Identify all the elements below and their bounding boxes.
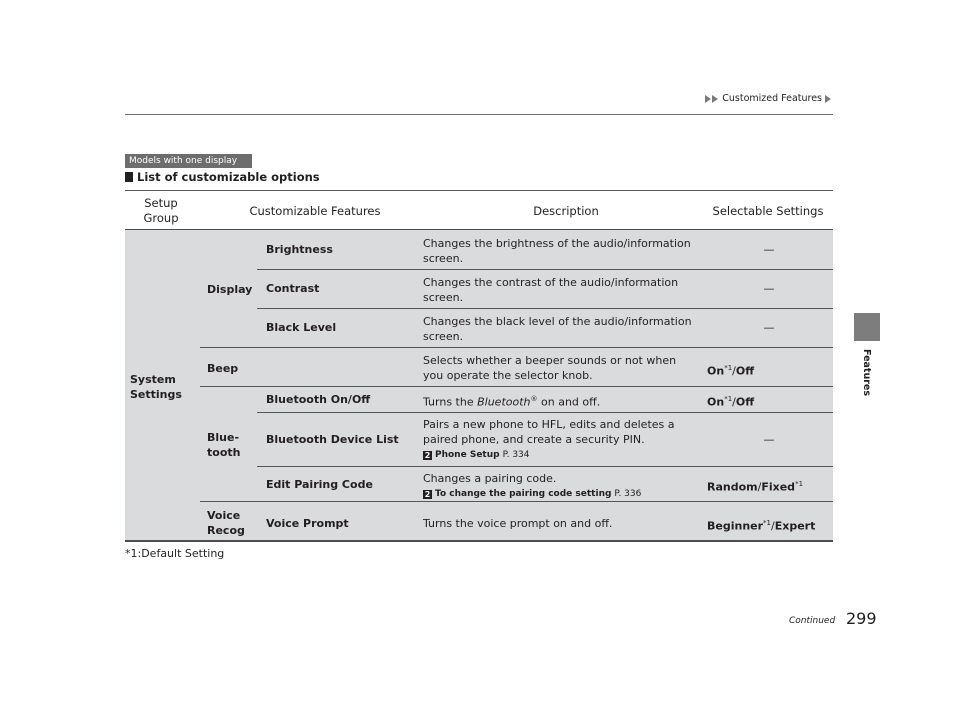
footnote: *1:Default Setting: [125, 547, 225, 560]
chapter-label: Features: [861, 348, 873, 396]
model-badge: Models with one display: [125, 154, 252, 168]
desc-voice-prompt: Turns the voice prompt on and off.: [423, 517, 613, 530]
desc-bluetooth-device-list: Pairs a new phone to HFL, edits and deletes a paired phone, and create a security PIN. 2 Phone Setup P. 334: [423, 417, 675, 463]
breadcrumb-label: Customized Features: [722, 93, 822, 104]
header-setup-group: Setup Group: [143, 196, 179, 225]
feature-brightness: Brightness: [266, 243, 333, 256]
setting-beep: On$^{*1}$/Off: [707, 364, 755, 378]
setting-bluetooth-on-off: On$^{*1}$/Off: [707, 395, 755, 409]
options-table: [125, 229, 833, 542]
setting-bluetooth-device-list: —: [763, 433, 775, 446]
feature-bluetooth-device-list: Bluetooth Device List: [266, 433, 399, 446]
feature-contrast: Contrast: [266, 282, 320, 295]
header-rule: [125, 190, 833, 191]
desc-brightness: Changes the brightness of the audio/information screen.: [423, 237, 691, 265]
desc-beep: Selects whether a beeper sounds or not when you operate the selector knob.: [423, 354, 677, 382]
desc-edit-pairing-code: Changes a pairing code. 2 To change the pairing code setting P. 336: [423, 471, 641, 502]
chapter-tab: [854, 313, 880, 341]
setting-black-level: —: [763, 321, 775, 334]
square-bullet-icon: [125, 172, 133, 182]
cross-reference[interactable]: 2 To change the pairing code setting P. 336: [424, 489, 642, 499]
breadcrumb: [705, 93, 832, 104]
triangle-icon: [825, 95, 831, 103]
desc-contrast: Changes the contrast of the audio/information screen.: [423, 276, 679, 304]
cross-reference[interactable]: 2 Phone Setup P. 334: [424, 450, 530, 460]
header-description: Description: [533, 204, 599, 218]
triangle-icon: [712, 95, 718, 103]
subgroup-display: Display: [207, 283, 253, 296]
continued-label: Continued: [789, 616, 836, 626]
feature-voice-prompt: Voice Prompt: [266, 517, 349, 530]
reference-arrow-icon: 2: [424, 490, 431, 499]
setting-edit-pairing-code: Random/Fixed$^{*1}$: [707, 480, 804, 494]
row-divider: [257, 269, 833, 270]
header-selectable-settings: Selectable Settings: [712, 204, 824, 218]
triangle-icon: [705, 95, 711, 103]
setting-contrast: —: [763, 282, 775, 295]
desc-black-level: Changes the black level of the audio/information screen.: [423, 315, 692, 343]
page-number: 299: [846, 609, 877, 628]
subgroup-bluetooth: Blue- tooth: [207, 431, 241, 459]
header-divider: [125, 114, 833, 115]
row-divider: [257, 412, 833, 413]
feature-edit-pairing-code: Edit Pairing Code: [266, 478, 373, 491]
desc-bluetooth-on-off: Turns the Bluetooth® on and off.: [423, 395, 601, 409]
group-system-settings: System Settings: [130, 373, 182, 401]
section-title: List of customizable options: [125, 170, 320, 184]
row-divider: [200, 347, 833, 348]
setting-voice-prompt: Beginner$^{*1}$/Expert: [707, 519, 816, 533]
row-divider: [200, 386, 833, 387]
header-customizable-features: Customizable Features: [249, 204, 381, 218]
row-divider: [257, 308, 833, 309]
subgroup-voice-recog: Voice Recog: [207, 509, 245, 537]
subgroup-beep: Beep: [207, 362, 239, 375]
setting-brightness: —: [763, 243, 775, 256]
feature-black-level: Black Level: [266, 321, 337, 334]
row-divider: [257, 466, 833, 467]
reference-arrow-icon: 2: [424, 451, 431, 460]
feature-bluetooth-on-off: Bluetooth On/Off: [266, 393, 371, 406]
